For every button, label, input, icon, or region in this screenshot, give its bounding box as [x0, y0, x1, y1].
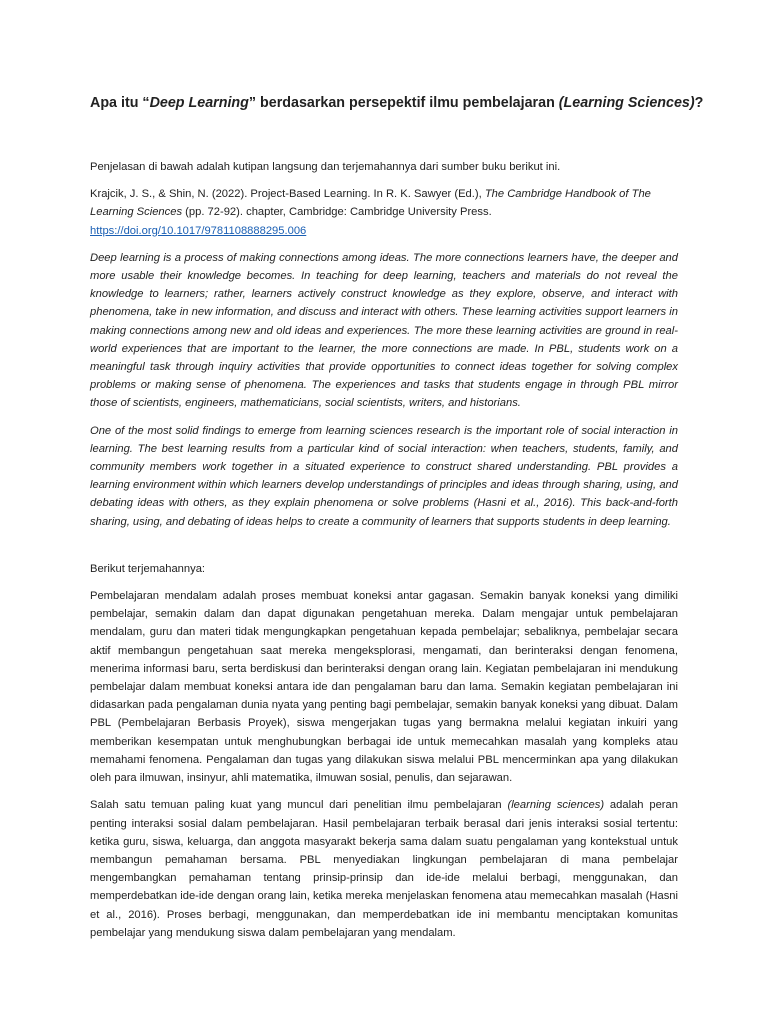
document-page [90, 94, 704, 951]
translation-paragraph-2 [90, 796, 678, 942]
title-part-2: ” berdasarkan persepektif ilmu pembelajaran [248, 95, 559, 111]
doi-link[interactable]: https://doi.org/10.1017/9781108888295.006 [90, 224, 307, 237]
quote-paragraph-2: One of the most solid findings to emerge from learning sciences research is the important role of social interaction in learning. The best learning results from a particular kind of social interaction: when teachers, students, family, and community members work together in a situated experience to construct shared understanding. PBL provides a learning environment within which learners develop understandings of principles and ideas through sharing, using, and debating ideas with others, as they explain phenomena or solve problems (Hasni et al., 2016). This back-and-forth sharing, using, and debating of ideas helps to create a community of learners that supports students in deep learning. [90, 424, 678, 528]
citation-book-title: The Cambridge Handbook of The Learning Sciences [90, 188, 651, 219]
section-spacer [90, 540, 678, 560]
translation-heading: Berikut terjemahannya: [90, 562, 206, 575]
title-part-3: ? [694, 95, 704, 111]
citation [90, 185, 678, 240]
citation-details: (pp. 72-92). chapter, Cambridge: Cambridge University Press. [182, 206, 492, 219]
title-part-1: Apa itu “ [90, 95, 150, 111]
quote-paragraph-1: Deep learning is a process of making connections among ideas. The more connections learners have, the deeper and more usable their knowledge becomes. In teaching for deep learning, teachers and materials do not reveal the knowledge to learners; rather, learners actively construct knowledge as they explore, observe, and interact with phenomena, take in new information, and discuss and interact with others. These learning activities support learners in making connections among new and old ideas and experiences. The more these learning activities are ground in real-world experiences that are important to the learner, the more connections are made. In PBL, students work on a meaningful task through inquiry activities that provide opportunities to connect ideas together for solving complex problems or making sense of phenomena. The experiences and tasks that students engage in through PBL mirror those of scientists, engineers, mathematicians, social scientists, writers, and historians. [90, 251, 678, 410]
title-emphasis-learning-sciences: (Learning Sciences) [558, 95, 695, 111]
document-title [90, 94, 704, 112]
title-emphasis-deep-learning: Deep Learning [149, 95, 249, 111]
intro-paragraph: Penjelasan di bawah adalah kutipan langsung dan terjemahannya dari sumber buku berikut ini. [90, 161, 561, 173]
translation-p2-emphasis: (learning sciences) [507, 799, 605, 812]
translation-paragraph-1: Pembelajaran mendalam adalah proses membuat koneksi antar gagasan. Semakin banyak koneksi yang dimiliki pembelajar, semakin dalam dan dapat digunakan pengetahuan mereka. Dalam mengajar untuk pembelajaran mendalam, guru dan materi tidak mengungkapkan pengetahuan kepada pembelajar; sebaliknya, pembelajar secara aktif membangun pengetahuan saat mereka mengeksplorasi, mengamati, dan berinteraksi dengan fenomena, menerima informasi baru, serta berdiskusi dan berinteraksi dengan orang lain. Kegiatan pembelajaran ini mendukung pembelajar dalam membuat koneksi antara ide dan pengalaman baru dan lama. Semakin kegiatan pembelajaran ini didasarkan pada pengalaman dunia nyata yang penting bagi pembelajar, semakin banyak koneksi yang dibuat. Dalam PBL (Pembelajaran Berbasis Proyek), siswa mengerjakan tugas yang bermakna melalui kegiatan inkuiri yang memberikan kesempatan untuk menghubungkan berbagai ide untuk memecahkan masalah yang kompleks atau memahami fenomena. Pengalaman dan tugas yang dilakukan siswa melalui PBL mencerminkan apa yang dilakukan oleh para ilmuwan, insinyur, ahli matematika, ilmuwan sosial, penulis, dan sejarawan. [90, 590, 678, 785]
translation-p2-rest: adalah peran penting interaksi sosial dalam pembelajaran. Hasil pembelajaran terbaik berasal dari jenis interaksi sosial tertentu: ketika guru, siswa, keluarga, dan anggota masyarakt bekerja sama dalam suatu pengalaman yang kontekstual untuk membangun pemahaman bersama. PBL menyediakan lingkungan pembelajaran di mana pembelajar mengembangkan pemahaman tentang prinsip-prinsip dan ide-ide melalui berbagi, menggunakan, dan memperdebatkan ide-ide dengan orang lain, ketika mereka menjelaskan fenomena atau memecahkan masalah (Hasni et al., 2016). Proses berbagi, menggunakan, dan memperdebatkan ide ini membantu menciptakan komunitas pembelajar yang mendukung siswa dalam pembelajaran yang mendalam. [90, 799, 678, 939]
translation-p2-start: Salah satu temuan paling kuat yang muncul dari penelitian ilmu pembelajaran [90, 799, 508, 812]
citation-authors: Krajcik, J. S., & Shin, N. (2022). Project-Based Learning. In R. K. Sawyer (Ed.), [90, 188, 485, 201]
